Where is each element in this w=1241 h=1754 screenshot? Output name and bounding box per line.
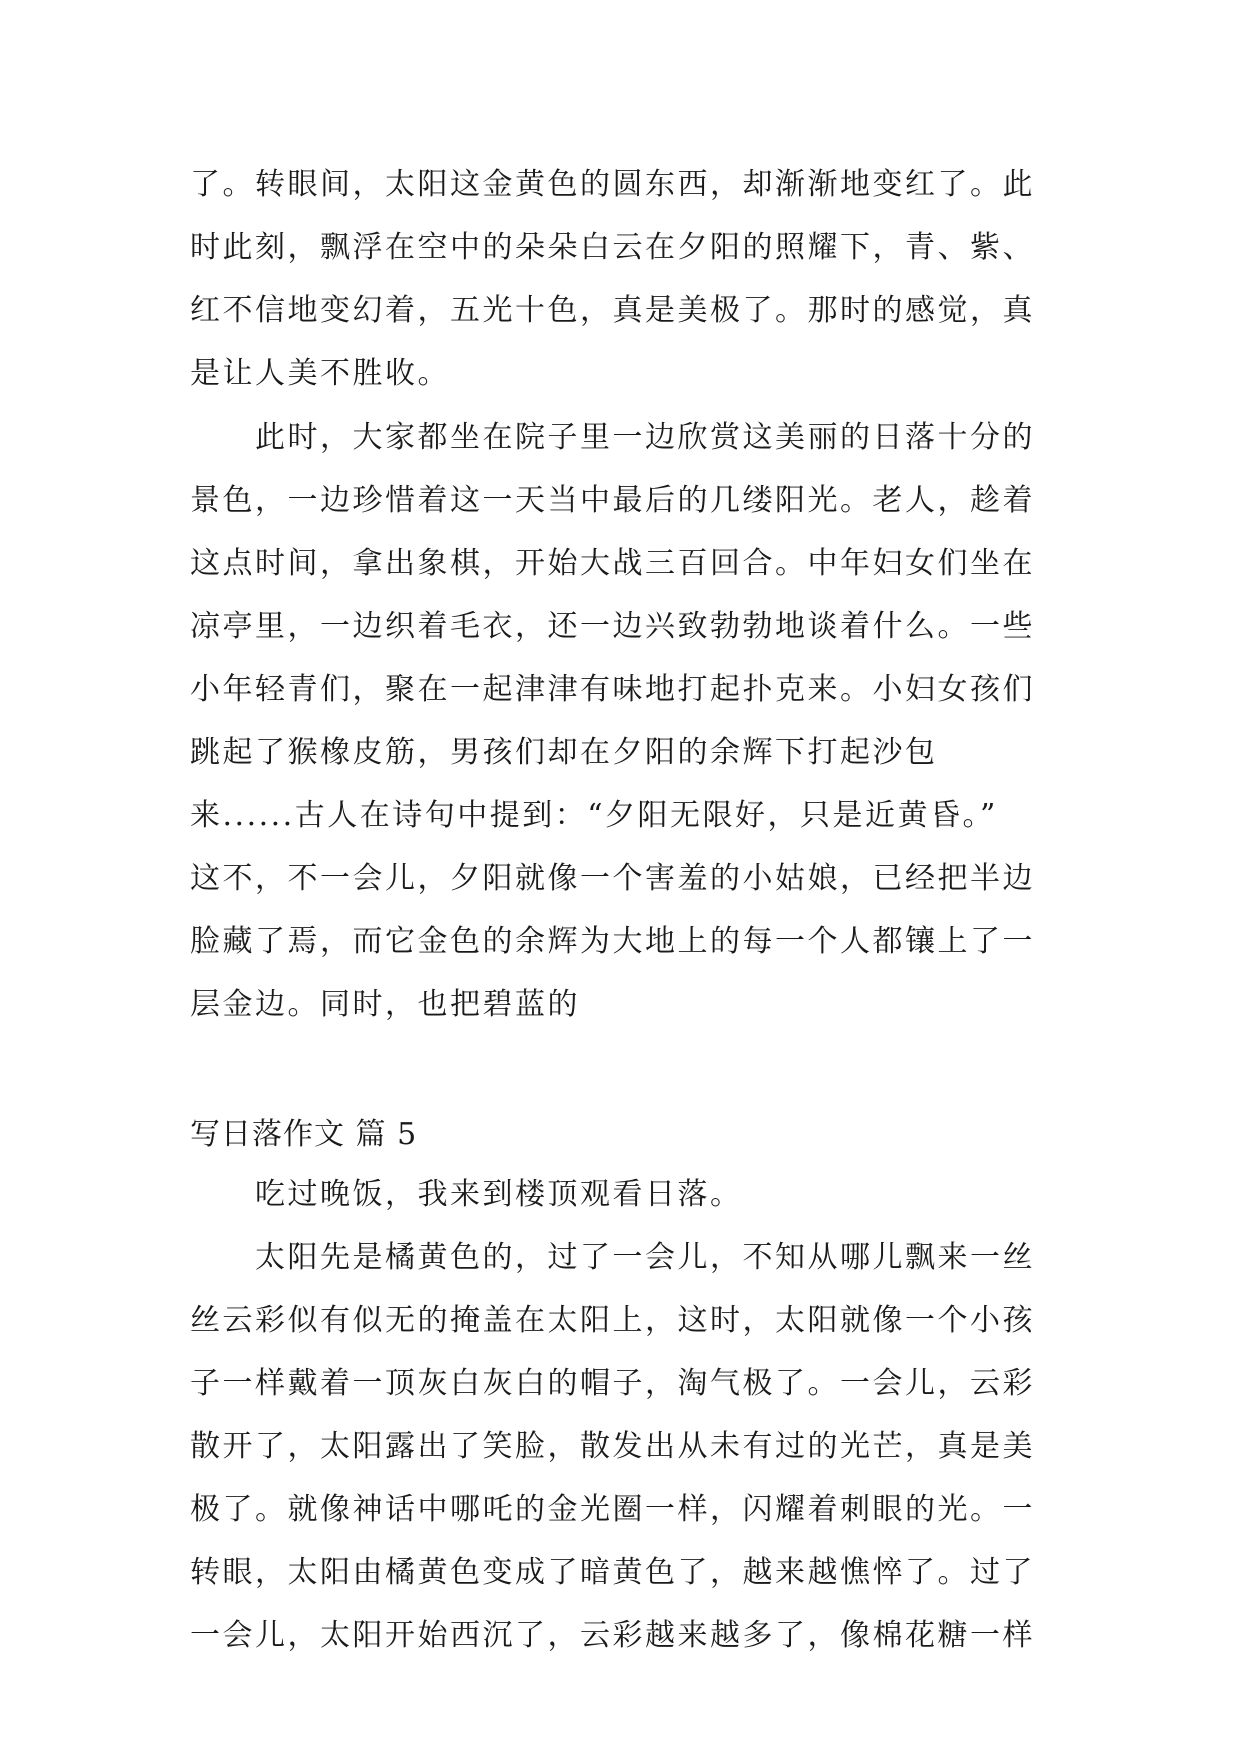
paragraph-line: 时此刻，飘浮在空中的朵朵白云在夕阳的照耀下，青、紫、 <box>190 230 1035 265</box>
paragraph-line: 转眼，太阳由橘黄色变成了暗黄色了，越来越憔悴了。过了 <box>190 1555 1035 1590</box>
section-title: 写日落作文 篇 5 <box>190 1117 418 1152</box>
paragraph-line: 小年轻青们，聚在一起津津有味地打起扑克来。小妇女孩们 <box>190 672 1035 707</box>
paragraph-line: 层金边。同时，也把碧蓝的 <box>190 987 580 1022</box>
paragraph-line: 一会儿，太阳开始西沉了，云彩越来越多了，像棉花糖一样 <box>190 1618 1035 1653</box>
paragraph-line: 来......古人在诗句中提到：“夕阳无限好，只是近黄昏。” <box>190 798 998 833</box>
paragraph-line: 吃过晚饭，我来到楼顶观看日落。 <box>255 1177 743 1212</box>
paragraph-line: 散开了，太阳露出了笑脸，散发出从未有过的光芒，真是美 <box>190 1429 1035 1464</box>
paragraph-line: 红不信地变幻着，五光十色，真是美极了。那时的感觉，真 <box>190 293 1035 328</box>
paragraph-line: 这不，不一会儿，夕阳就像一个害羞的小姑娘，已经把半边 <box>190 861 1035 896</box>
paragraph-line: 极了。就像神话中哪吒的金光圈一样，闪耀着刺眼的光。一 <box>190 1492 1035 1527</box>
paragraph-line: 了。转眼间，太阳这金黄色的圆东西，却渐渐地变红了。此 <box>190 167 1035 202</box>
paragraph-line: 太阳先是橘黄色的，过了一会儿，不知从哪儿飘来一丝 <box>255 1240 1035 1275</box>
paragraph-line: 景色，一边珍惜着这一天当中最后的几缕阳光。老人，趁着 <box>190 483 1035 518</box>
paragraph-line: 此时，大家都坐在院子里一边欣赏这美丽的日落十分的 <box>255 420 1035 455</box>
paragraph-line: 跳起了猴橡皮筋，男孩们却在夕阳的余辉下打起沙包 <box>190 735 938 770</box>
paragraph-line: 凉亭里，一边织着毛衣，还一边兴致勃勃地谈着什么。一些 <box>190 609 1035 644</box>
paragraph-line: 子一样戴着一顶灰白灰白的帽子，淘气极了。一会儿，云彩 <box>190 1366 1035 1401</box>
paragraph-line: 丝云彩似有似无的掩盖在太阳上，这时，太阳就像一个小孩 <box>190 1303 1035 1338</box>
paragraph-line: 是让人美不胜收。 <box>190 356 450 391</box>
paragraph-line: 这点时间，拿出象棋，开始大战三百回合。中年妇女们坐在 <box>190 546 1035 581</box>
paragraph-line: 脸藏了焉，而它金色的余辉为大地上的每一个人都镶上了一 <box>190 924 1035 959</box>
